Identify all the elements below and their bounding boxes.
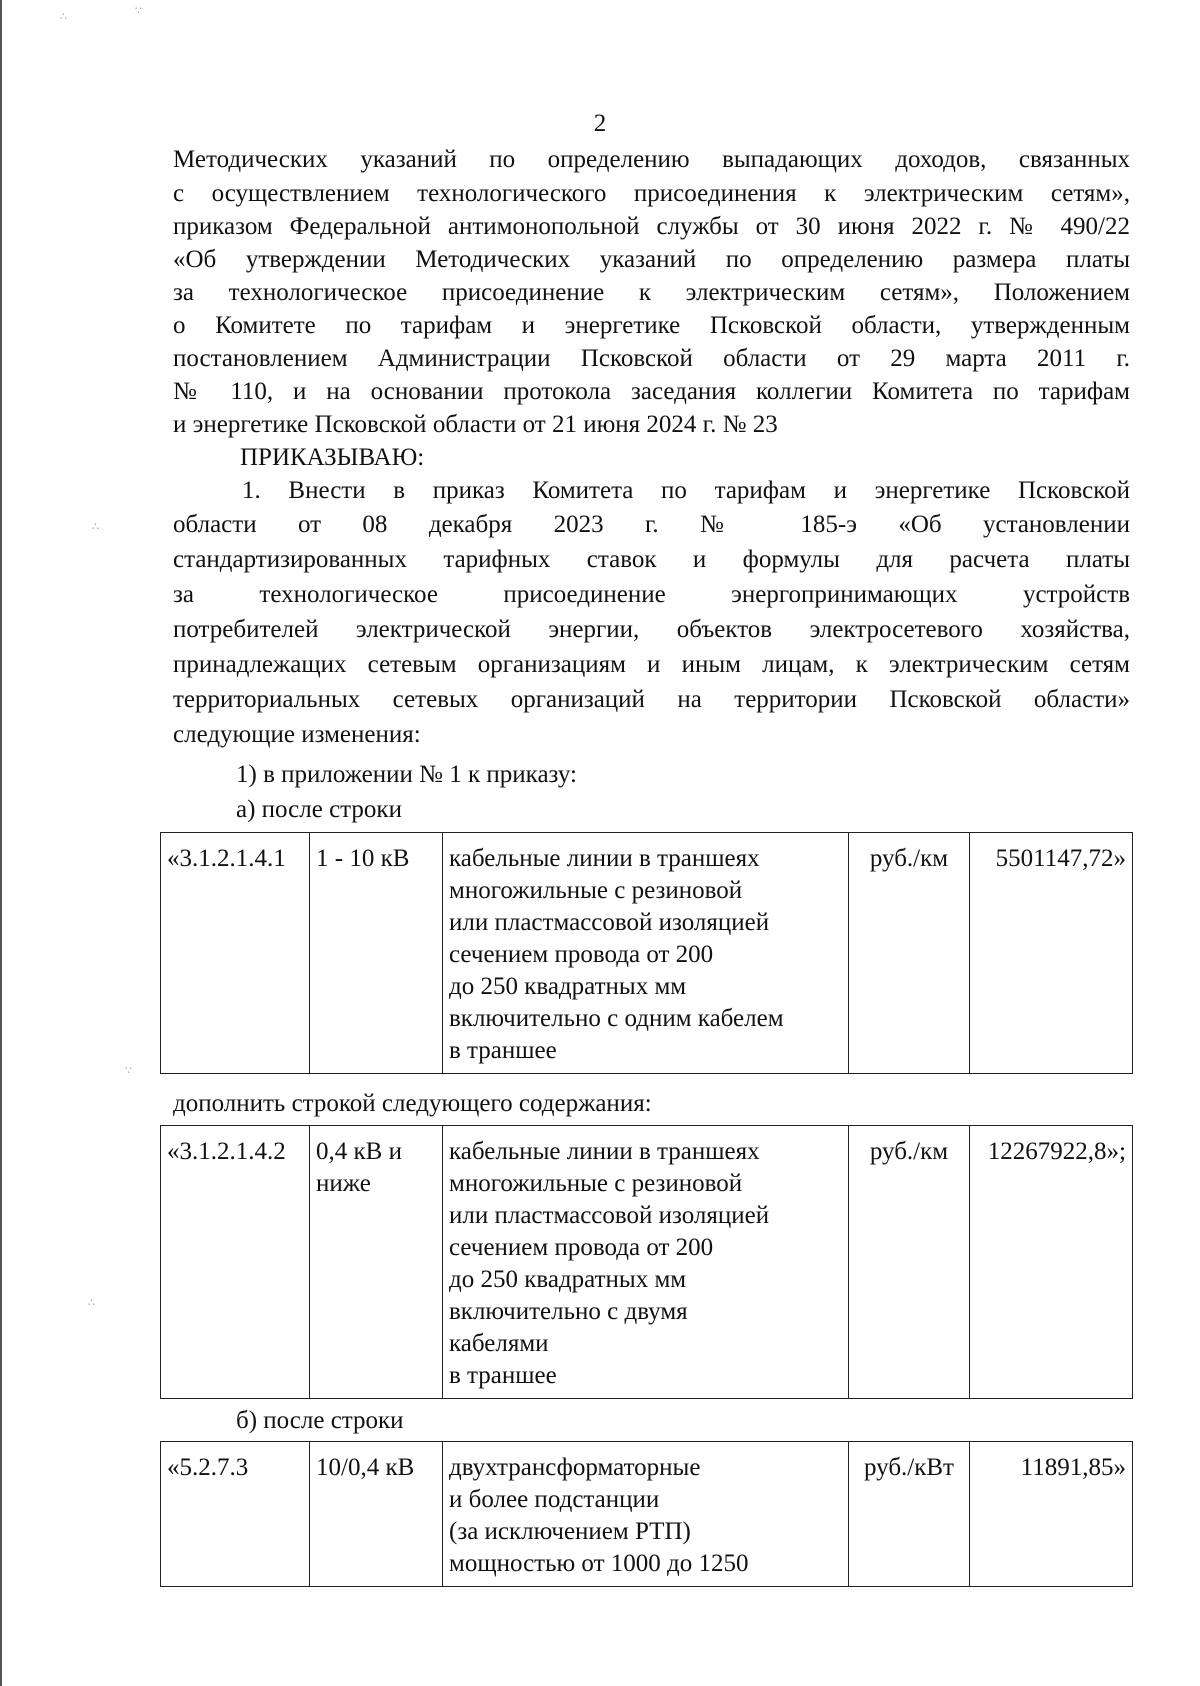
- order-word: ПРИКАЗЫВАЮ:: [240, 444, 425, 471]
- item-1-line: стандартизированных тарифных ставок и формулы для расчета платы: [173, 546, 1130, 573]
- table-cell-description: [443, 833, 849, 1074]
- description-line: многожильные с резиновой: [449, 877, 743, 904]
- table-cell-value: 12267922,8»;: [970, 1126, 1133, 1399]
- table-row: [161, 1442, 1133, 1587]
- description-line: или пластмассовой изоляцией: [449, 1202, 770, 1229]
- scan-artifact: ∴: [92, 520, 99, 533]
- scan-artifact: ∴: [88, 1296, 95, 1309]
- tariff-table-3: [160, 1441, 1133, 1587]
- table-cell-value: 11891,85»: [970, 1442, 1133, 1587]
- paragraph-line: постановлением Администрации Псковской области от 29 марта 2011 г.: [173, 345, 1130, 372]
- table-cell-unit: руб./кВт: [849, 1442, 970, 1587]
- subitem-1: 1) в приложении № 1 к приказу:: [236, 761, 578, 788]
- description-line: до 250 квадратных мм: [449, 1266, 687, 1293]
- subitem-a: а) после строки: [236, 796, 402, 823]
- tariff-table-1: [160, 832, 1133, 1074]
- table-cell-voltage: 0,4 кВ и ниже: [310, 1126, 443, 1399]
- paragraph-line: и энергетике Псковской области от 21 июня 2024 г. № 23: [173, 411, 778, 438]
- table-cell-description: [443, 1126, 849, 1399]
- table-cell-value: 5501147,72»: [970, 833, 1133, 1074]
- item-1-line: следующие изменения:: [173, 721, 421, 748]
- table-row: [161, 833, 1133, 1074]
- paragraph-line: Методических указаний по определению выпадающих доходов, связанных: [173, 146, 1130, 173]
- description-line: включительно с двумя: [449, 1298, 688, 1325]
- description-line: в траншее: [449, 1037, 557, 1064]
- supplement-text: дополнить строкой следующего содержания:: [173, 1090, 652, 1117]
- description-line: мощностью от 1000 до 1250: [449, 1550, 749, 1577]
- paragraph-line: приказом Федеральной антимонопольной службы от 30 июня 2022 г. № 490/22: [173, 213, 1130, 240]
- table-cell-voltage: 1 - 10 кВ: [310, 833, 443, 1074]
- description-line: сечением провода от 200: [449, 1234, 714, 1261]
- description-line: до 250 квадратных мм: [449, 973, 687, 1000]
- description-line: или пластмассовой изоляцией: [449, 909, 770, 936]
- table-cell-code: «5.2.7.3: [161, 1442, 310, 1587]
- table-cell-code: «3.1.2.1.4.1: [161, 833, 310, 1074]
- paragraph-line: «Об утверждении Методических указаний по определению размера платы: [173, 246, 1130, 273]
- item-1-first-line: 1. Внести в приказ Комитета по тарифам и энергетике Псковской: [242, 477, 1130, 504]
- scan-artifact: ∵: [125, 1064, 132, 1077]
- page-edge-line: [0, 0, 2, 1686]
- description-line: включительно с одним кабелем: [449, 1005, 784, 1032]
- description-line: сечением провода от 200: [449, 941, 714, 968]
- paragraph-line: с осуществлением технологического присоединения к электрическим сетям»,: [173, 180, 1130, 207]
- description-line: (за исключением РТП): [449, 1518, 691, 1545]
- item-1-line: принадлежащих сетевым организациям и иным лицам, к электрическим сетям: [173, 651, 1130, 678]
- scan-artifact: ∴: [60, 10, 67, 23]
- table-cell-description: [443, 1442, 849, 1587]
- scan-artifact: ∵: [135, 4, 142, 17]
- page-number: 2: [593, 110, 607, 137]
- item-1-line: потребителей электрической энергии, объектов электросетевого хозяйства,: [173, 616, 1130, 643]
- paragraph-line: № 110, и на основании протокола заседания коллегии Комитета по тарифам: [173, 378, 1130, 405]
- description-line: кабельные линии в траншеях: [449, 1138, 760, 1165]
- paragraph-line: за технологическое присоединение к электрическим сетям», Положением: [173, 279, 1130, 306]
- description-line: двухтрансформаторные: [449, 1454, 701, 1481]
- description-line: кабельные линии в траншеях: [449, 845, 760, 872]
- description-line: и более подстанции: [449, 1486, 660, 1513]
- description-line: в траншее: [449, 1362, 557, 1389]
- table-cell-code: «3.1.2.1.4.2: [161, 1126, 310, 1399]
- table-cell-voltage: 10/0,4 кВ: [310, 1442, 443, 1587]
- item-1-line: территориальных сетевых организаций на территории Псковской области»: [173, 686, 1130, 713]
- paragraph-line: о Комитете по тарифам и энергетике Псковской области, утвержденным: [173, 312, 1130, 339]
- table-row: [161, 1126, 1133, 1399]
- subitem-b: б) после строки: [236, 1407, 404, 1434]
- table-cell-unit: руб./км: [849, 833, 970, 1074]
- description-line: кабелями: [449, 1330, 549, 1357]
- tariff-table-2: [160, 1125, 1133, 1399]
- item-1-line: области от 08 декабря 2023 г. № 185-э «Об установлении: [173, 511, 1130, 538]
- description-line: многожильные с резиновой: [449, 1170, 743, 1197]
- item-1-line: за технологическое присоединение энергопринимающих устройств: [173, 581, 1130, 608]
- table-cell-unit: руб./км: [849, 1126, 970, 1399]
